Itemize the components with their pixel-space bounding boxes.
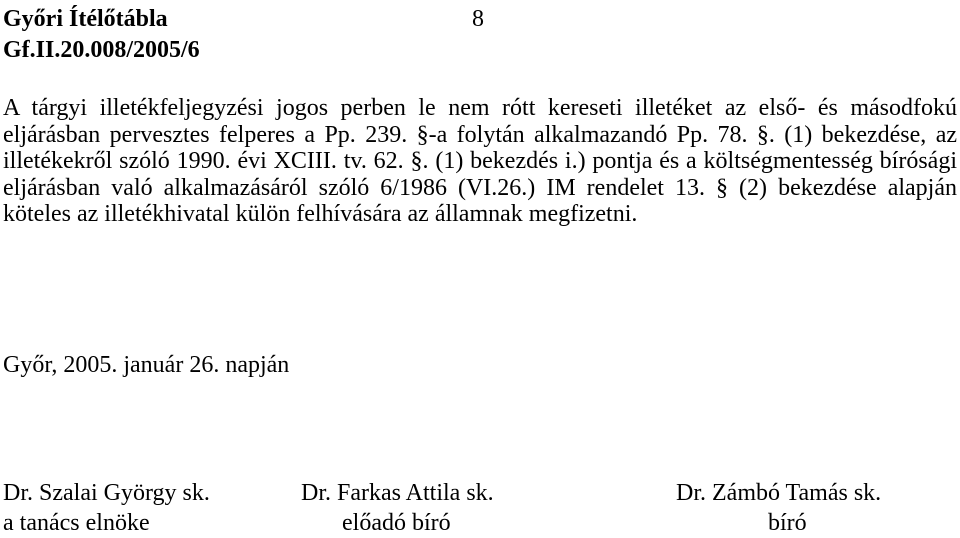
body-paragraph: A tárgyi illetékfeljegyzési jogos perben le nem rótt kereseti illetéket az első- és másodfokú eljárásban pervesztes felperes a Pp. 239. §-a folytán alkalmazandó Pp. 78. §. (1) bekezdése, az illetékekről szóló 1990. évi XCIII. tv. 62. §. (1) bekezdés i.) pontja és a költségmentesség bírósági eljárásban való alkalmazásáról szóló 6/1986 (VI.26.) IM rendelet 13. § (2) bekezdése alapján köteles az illetékhivatal külön felhívására az államnak megfizetni. xyxy=(3,95,957,227)
signature-block-presiding xyxy=(3,478,210,538)
page-number: 8 xyxy=(472,6,484,32)
signature-name: Dr. Szalai György sk. xyxy=(3,480,210,506)
signature-name: Dr. Zámbó Tamás sk. xyxy=(676,480,882,506)
signature-block-judge xyxy=(676,478,881,538)
signature-block-rapporteur xyxy=(301,478,494,538)
signature-role: bíró xyxy=(768,510,807,536)
signature-role: előadó bíró xyxy=(342,510,451,536)
court-name: Győri Ítélőtábla xyxy=(3,6,168,32)
signature-role: a tanács elnöke xyxy=(3,510,150,536)
signature-name: Dr. Farkas Attila sk. xyxy=(301,480,494,506)
case-number: Gf.II.20.008/2005/6 xyxy=(3,37,200,63)
place-and-date: Győr, 2005. január 26. napján xyxy=(3,352,290,378)
